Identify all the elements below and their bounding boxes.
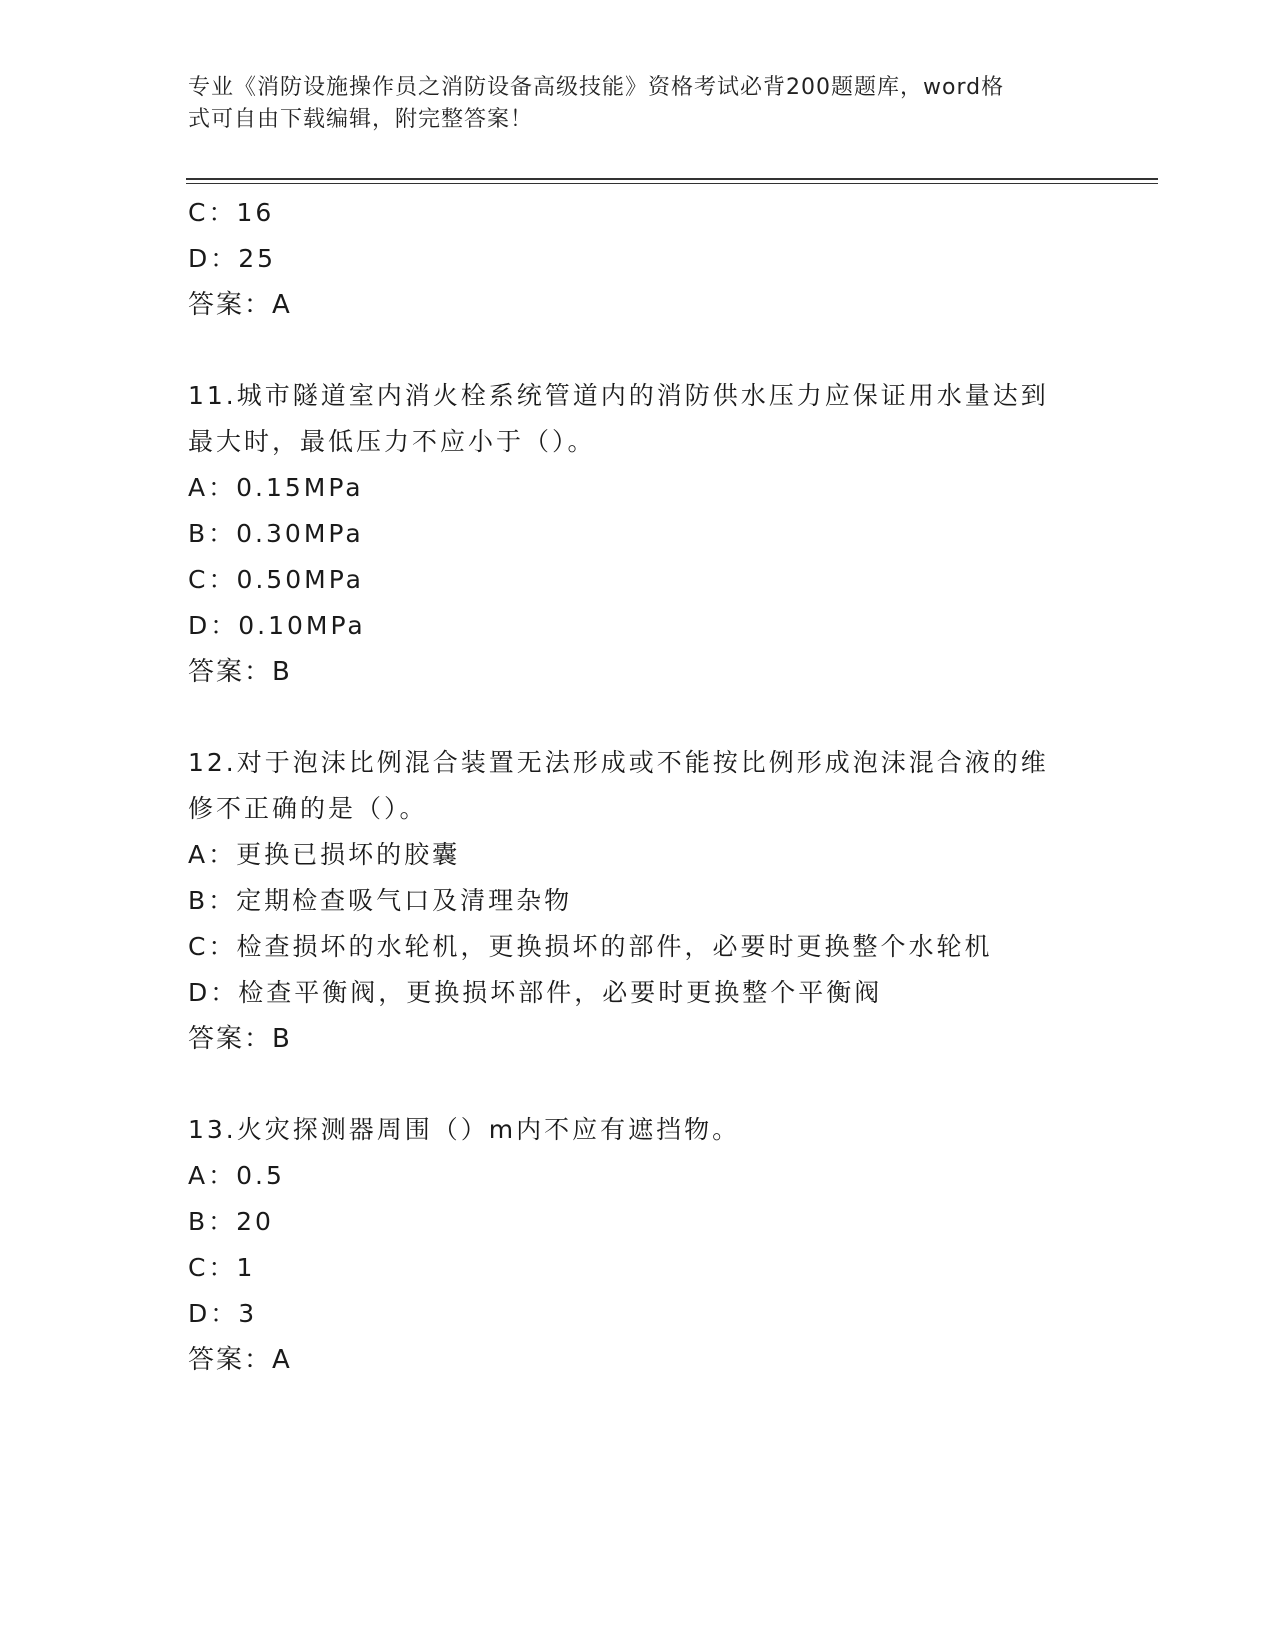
option-d: D：0.10MPa: [188, 611, 366, 640]
option-b: B：定期检查吸气口及清理杂物: [188, 886, 573, 915]
question-text-line: 13.火灾探测器周围（）m内不应有遮挡物。: [188, 1115, 741, 1144]
header-line-1: 专业《消防设施操作员之消防设备高级技能》资格考试必背200题题库，word格: [188, 75, 1005, 100]
option-d: D：25: [188, 244, 277, 273]
question-spacer: [188, 1062, 1108, 1107]
option-a: A：0.15MPa: [188, 473, 364, 502]
question-spacer: [188, 695, 1108, 740]
question-11: [188, 373, 1108, 695]
previous-question-tail: [188, 190, 1108, 328]
header-divider-thick: [186, 178, 1158, 180]
document-body: [188, 190, 1108, 1383]
answer-line: 答案：B: [188, 657, 292, 687]
header-divider-thin: [186, 183, 1158, 184]
option-c: C：0.50MPa: [188, 565, 364, 594]
question-13: [188, 1107, 1108, 1383]
option-c: C：检查损坏的水轮机，更换损坏的部件，必要时更换整个水轮机: [188, 932, 993, 961]
option-c: C：16: [188, 198, 275, 227]
option-b: B：0.30MPa: [188, 519, 364, 548]
question-12: [188, 740, 1108, 1062]
answer-line: 答案：A: [188, 1345, 292, 1375]
option-d: D：检查平衡阀，更换损坏部件，必要时更换整个平衡阀: [188, 978, 883, 1007]
question-text-line: 12.对于泡沫比例混合装置无法形成或不能按比例形成泡沫混合液的维: [188, 748, 1049, 777]
document-header: [188, 72, 1088, 136]
answer-line: 答案：B: [188, 1024, 292, 1054]
option-a: A：0.5: [188, 1161, 285, 1190]
option-c: C：1: [188, 1253, 256, 1282]
option-d: D：3: [188, 1299, 258, 1328]
option-b: B：20: [188, 1207, 274, 1236]
question-text-line: 修不正确的是（）。: [188, 794, 428, 823]
question-text-line: 11.城市隧道室内消火栓系统管道内的消防供水压力应保证用水量达到: [188, 381, 1049, 410]
option-a: A：更换已损坏的胶囊: [188, 840, 461, 869]
question-text-line: 最大时，最低压力不应小于（）。: [188, 427, 596, 456]
header-line-2: 式可自由下载编辑，附完整答案！: [188, 107, 534, 132]
answer-line: 答案：A: [188, 290, 292, 320]
question-spacer: [188, 328, 1108, 373]
